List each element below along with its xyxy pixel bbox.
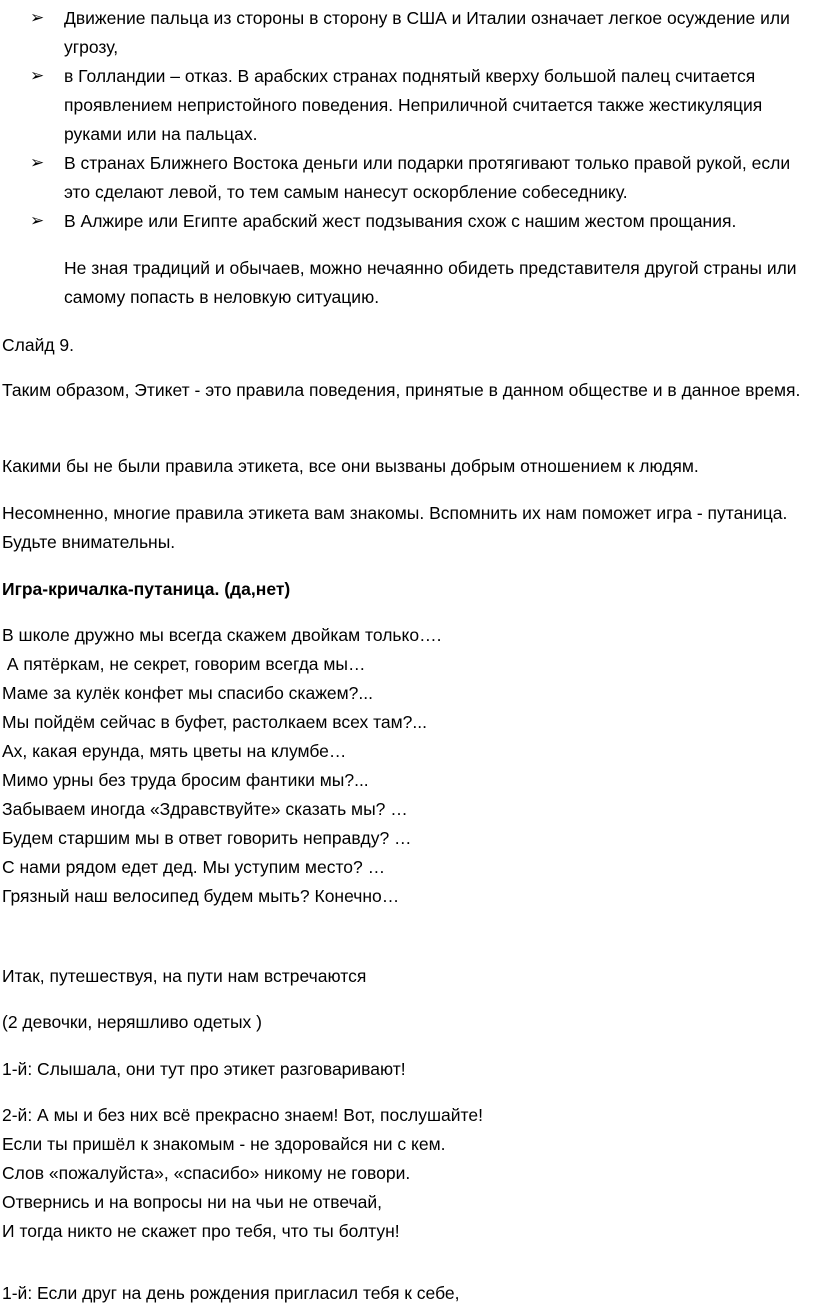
arrowhead-bullet-icon: ➢ — [30, 153, 45, 173]
game-title: Игра-кричалка-путаница. (да,нет) — [2, 579, 291, 599]
arrowhead-bullet-icon: ➢ — [30, 8, 45, 28]
etiquette-rules-paragraph: Какими бы не были правила этикета, все они вызваны добрым отношением к людям. — [2, 456, 699, 476]
bullet-item — [30, 149, 816, 207]
travel-line: Итак, путешествуя, на пути нам встречаются — [2, 966, 367, 986]
game-intro-paragraph: Несомненно, многие правила этикета вам знакомы. Вспомнить их нам поможет игра - путаница. Будьте внимательны. — [2, 503, 788, 552]
verse-line: Забываем иногда «Здравствуйте» сказать мы? … — [2, 799, 408, 819]
game-verse — [2, 621, 814, 911]
verse-line: Ах, какая ерунда, мять цветы на клумбе… — [2, 741, 347, 761]
gesture-bullet-list — [30, 4, 816, 236]
verse-line: Слов «пожалуйста», «спасибо» никому не говори. — [2, 1163, 411, 1183]
bullet-item — [30, 4, 816, 62]
bullet-item — [30, 62, 816, 149]
verse-line: В школе дружно мы всегда скажем двойкам только…. — [2, 625, 442, 645]
girl2-verse — [2, 1101, 814, 1246]
bullet-text: В странах Ближнего Востока деньги или подарки протягивают только правой рукой, если это сделают левой, то тем самым нанесут оскорбление собеседнику. — [64, 153, 791, 202]
verse-line: Если ты пришёл к знакомым - не здоровайся ни с кем. — [2, 1134, 446, 1154]
verse-line: Будем старшим мы в ответ говорить неправду? … — [2, 828, 412, 848]
verse-line: И тогда никто не скажет про тебя, что ты болтун! — [2, 1221, 400, 1241]
verse-line: А пятёркам, не секрет, говорим всегда мы… — [2, 654, 366, 674]
etiquette-definition-paragraph: Таким образом, Этикет - это правила поведения, принятые в данном обществе и в данное время. — [2, 380, 801, 400]
stage-direction: (2 девочки, неряшливо одетых ) — [2, 1012, 262, 1032]
verse-line: Отвернись и на вопросы ни на чьи не отвечай, — [2, 1192, 383, 1212]
arrowhead-bullet-icon: ➢ — [30, 66, 45, 86]
bullet-text: Движение пальца из стороны в сторону в США и Италии означает легкое осуждение или угрозу, — [64, 8, 790, 57]
warning-paragraph: Не зная традиций и обычаев, можно нечаянно обидеть представителя другой страны или самому попасть в неловкую ситуацию. — [64, 258, 797, 307]
girl1-last-line: 1-й: Если друг на день рождения пригласил тебя к себе, — [2, 1283, 460, 1303]
verse-line: Мы пойдём сейчас в буфет, растолкаем всех там?... — [2, 712, 427, 732]
arrowhead-bullet-icon: ➢ — [30, 211, 45, 231]
bullet-item — [30, 207, 816, 236]
girl1-line: 1-й: Слышала, они тут про этикет разговаривают! — [2, 1059, 406, 1079]
bullet-text: В Алжире или Египте арабский жест подзывания схож с нашим жестом прощания. — [64, 211, 737, 231]
slide-label: Слайд 9. — [2, 335, 75, 355]
verse-line: Маме за кулёк конфет мы спасибо скажем?... — [2, 683, 373, 703]
bullet-text: в Голландии – отказ. В арабских странах поднятый кверху большой палец считается проявлением непристойного поведения. Неприличной считается также жестикуляция руками или на пальцах. — [64, 66, 763, 144]
verse-line: 2-й: А мы и без них всё прекрасно знаем! Вот, послушайте! — [2, 1105, 483, 1125]
verse-line: Мимо урны без труда бросим фантики мы?... — [2, 770, 369, 790]
verse-line: Грязный наш велосипед будем мыть? Конечно… — [2, 886, 400, 906]
verse-line: С нами рядом едет дед. Мы уступим место? … — [2, 857, 386, 877]
